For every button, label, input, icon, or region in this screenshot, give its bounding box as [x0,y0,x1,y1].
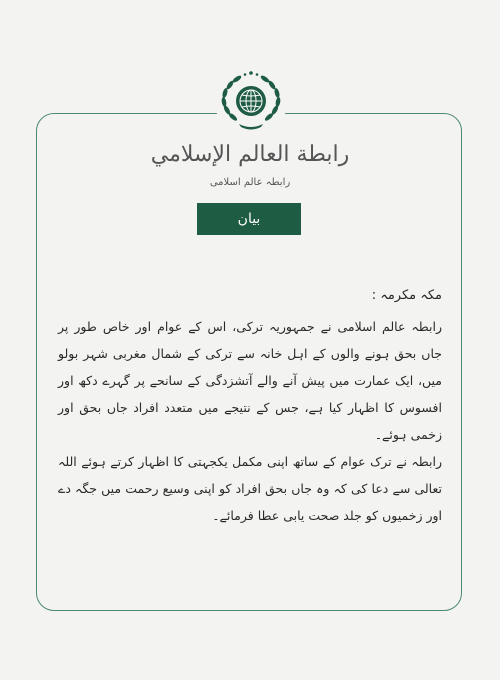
paragraph: رابطہ عالم اسلامی نے جمہوریہ ترکی، اس کے عوام اور خاص طور پر جاں بحق ہونے والوں کے اہل خانہ سے ترکی کے شمال مغربی شہر بولو میں، ایک عمارت میں پیش آنے والے آتشزدگی کے سانحے پر گہرے دکھ اور افسوس کا اظہار کیا ہے، جس کے نتیجے میں متعدد افراد جاں بحق اور زخمی ہوئے۔ [58,319,442,442]
globe-laurel-emblem-icon [215,66,287,138]
paragraph: رابطہ نے ترک عوام کے ساتھ اپنی مکمل یکجہتی کا اظہار کرتے ہوئے اللہ تعالی سے دعا کی کہ وہ جاں بحق افراد کو اپنی وسیع رحمت میں جگہ دے اور زخمیوں کو جلد صحت یابی عطا فرمائے۔ [58,454,442,523]
statement-body [58,282,442,529]
statement-tag: بیان [197,203,301,235]
org-name-arabic: رابطة العالم الإسلامي [150,142,350,167]
org-name-urdu: رابطہ عالم اسلامی [209,177,291,188]
dateline: مکہ مکرمہ : [371,288,442,303]
